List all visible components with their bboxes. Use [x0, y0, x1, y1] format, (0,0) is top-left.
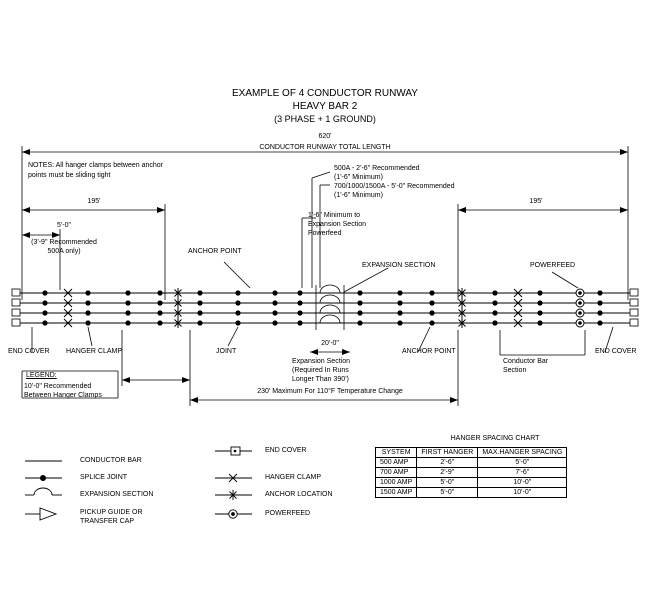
callout-end-cover-left: END COVER	[8, 348, 50, 355]
cell-system: 1000 AMP	[376, 478, 417, 488]
table-row	[376, 488, 567, 498]
header-max-hanger-spacing: MAX.HANGER SPACING	[478, 448, 567, 458]
powerfeed-markers	[576, 289, 584, 327]
expansion-note-3: Longer Than 390')	[292, 376, 349, 383]
callout-powerfeed: POWERFEED	[530, 262, 576, 269]
cell-max-spacing: 5'-0"	[478, 458, 567, 468]
callout-anchor-point-left: ANCHOR POINT	[188, 248, 242, 255]
legend-label-powerfeed: POWERFEED	[265, 510, 311, 517]
expansion-note-2: (Required In Runs	[292, 367, 349, 374]
cell-first-hanger: 2'-6"	[417, 458, 478, 468]
cell-first-hanger: 5'-0"	[417, 488, 478, 498]
callout-700a: 700/1000/1500A - 5'-0" Recommended	[334, 183, 455, 190]
legend-box-line-1: 10'-0" Recommended	[24, 383, 92, 390]
header-system: SYSTEM	[376, 448, 417, 458]
legend-label-expansion-section: EXPANSION SECTION	[80, 491, 154, 498]
cell-max-spacing: 10'-0"	[478, 488, 567, 498]
callout-500a: 500A - 2'-6" Recommended	[334, 165, 420, 172]
callout-expansion-section: EXPANSION SECTION	[362, 262, 436, 269]
callout-expansion-min-2: Expansion Section	[308, 221, 366, 228]
legend-label-pickup-guide-2: TRANSFER CAP	[80, 518, 135, 525]
callout-500a-min: (1'-6" Minimum)	[334, 174, 383, 181]
header-first-hanger: FIRST HANGER	[417, 448, 478, 458]
callout-expansion-min-1: 1'-6" Minimum to	[308, 212, 361, 219]
notes-line-1: NOTES: All hanger clamps between anchor	[28, 162, 164, 169]
conductor-bar-section-2: Section	[503, 367, 527, 374]
page-subtitle: HEAVY BAR 2	[292, 101, 358, 112]
table-header-row	[376, 448, 567, 458]
cell-first-hanger: 5'-0"	[417, 478, 478, 488]
legend-label-hanger-clamp: HANGER CLAMP	[265, 474, 322, 481]
legend-label-pickup-guide: PICKUP GUIDE OR	[80, 509, 143, 516]
hanger-spacing-note: 5'-0"	[57, 222, 71, 229]
expansion-dimension: 20'-0"	[321, 340, 339, 347]
legend-label-end-cover: END COVER	[265, 447, 307, 454]
cell-max-spacing: 10'-0"	[478, 478, 567, 488]
callout-end-cover-right: END COVER	[595, 348, 637, 355]
page-title: EXAMPLE OF 4 CONDUCTOR RUNWAY	[232, 88, 418, 99]
right-span-label: 195'	[529, 198, 543, 205]
cell-system: 700 AMP	[376, 468, 417, 478]
callout-700a-min: (1'-6" Minimum)	[334, 192, 383, 199]
hanger-spacing-note-3: 500A only)	[47, 248, 81, 255]
legend-box-line-2: Between Hanger Clamps	[24, 392, 102, 399]
callout-anchor-point-right: ANCHOR POINT	[402, 348, 456, 355]
page-subtitle-2: (3 PHASE + 1 GROUND)	[274, 114, 376, 124]
legend-label-splice-joint: SPLICE JOINT	[80, 474, 128, 481]
legend-label-anchor-location: ANCHOR LOCATION	[265, 491, 333, 498]
callout-hanger-clamp: HANGER CLAMP	[66, 348, 123, 355]
notes-line-2: points must be sliding tight	[28, 172, 111, 179]
callout-joint: JOINT	[216, 348, 237, 355]
total-length-label: CONDUCTOR RUNWAY TOTAL LENGTH	[259, 144, 391, 151]
table-row	[376, 468, 567, 478]
legend-box-title: LEGEND:	[26, 372, 57, 379]
table-row	[376, 458, 567, 468]
total-length-value: 620'	[318, 133, 332, 140]
expansion-note-1: Expansion Section	[292, 358, 350, 365]
legend-label-conductor-bar: CONDUCTOR BAR	[80, 457, 142, 464]
chart-title: HANGER SPACING CHART	[450, 435, 540, 442]
hanger-clamp-markers	[64, 289, 522, 327]
cell-system: 1500 AMP	[376, 488, 417, 498]
conductor-bar-section-1: Conductor Bar	[503, 358, 549, 365]
cell-first-hanger: 2'-9"	[417, 468, 478, 478]
left-span-label: 195'	[87, 198, 101, 205]
hanger-spacing-note-2: (3'-9" Recommended	[31, 239, 97, 246]
bottom-dimension-label: 230' Maximum For 110°F Temperature Change	[257, 388, 403, 395]
callout-expansion-min-3: Powerfeed	[308, 230, 342, 237]
cell-system: 500 AMP	[376, 458, 417, 468]
table-row	[376, 478, 567, 488]
cell-max-spacing: 7'-6"	[478, 468, 567, 478]
hanger-spacing-chart	[375, 447, 567, 498]
